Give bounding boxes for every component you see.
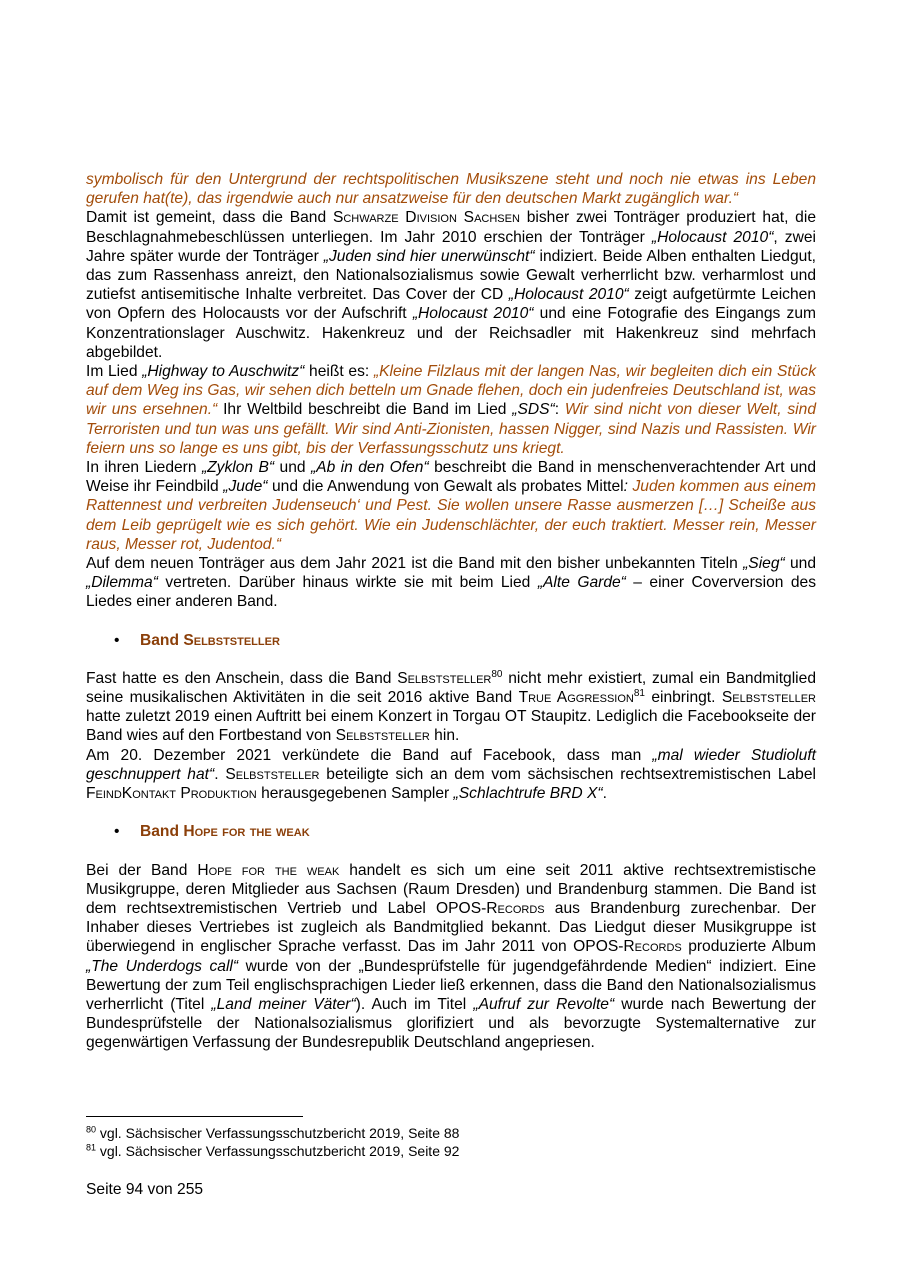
album-title: „Holocaust 2010“ — [651, 228, 774, 246]
text: : — [554, 401, 565, 419]
album-title: „Holocaust 2010“ — [508, 286, 629, 304]
paragraph-hope-for-the-weak — [86, 861, 816, 1053]
quote-text: „Kleine Filzlaus mit der langen Nas, wir begleiten dich ein Stück auf dem Weg ins Gas, wir sehen dich betteln um Gnade flehen, doch ein judenfreies Deutschland ist, was wir uns ersehnen.“ — [86, 363, 816, 419]
album-title: „Holocaust 2010“ — [412, 305, 534, 323]
text: produzierte Album — [681, 938, 816, 956]
text: Auf dem neuen Tonträger aus dem Jahr 2021 ist die Band mit den bisher unbekannten Titeln — [86, 555, 744, 573]
text: ). Auch im Titel — [355, 995, 474, 1013]
text: und eine Fotografie des Eingangs zum Konzentrationslager Auschwitz. Hakenkreuz und der Reichsadler mit Hakenkreuz sind mehrfach abgebildet. — [86, 305, 816, 361]
label-name: OPOS-Records — [436, 899, 545, 917]
text: : — [623, 478, 633, 496]
footnote-ref: 81 — [633, 687, 645, 699]
song-title: „Jude“ — [223, 478, 268, 496]
heading-prefix: Band — [140, 631, 184, 649]
paragraph-highway — [86, 362, 816, 458]
text: handelt es sich um eine seit 2011 aktive rechtsextremistische Musikgruppe, deren Mitglieder aus Sachsen (Raum Dresden) und Brandenburg stammen. Die Band ist dem rechtsextremistischen Vertrieb und Label — [86, 861, 816, 917]
heading-prefix: Band — [140, 823, 184, 841]
band-name: Selbststeller — [721, 689, 817, 707]
album-title: „Juden sind hier unerwünscht“ — [323, 247, 535, 265]
song-title: „Zyklon B“ — [201, 459, 275, 477]
section-heading-selbststeller — [86, 631, 816, 650]
song-title: „Land meiner Väter“ — [211, 995, 356, 1013]
text: herausgegebenen Sampler — [256, 785, 454, 803]
footnote-divider — [86, 1116, 303, 1117]
bullet-icon: • — [114, 823, 120, 841]
text: vertreten. Darüber hinaus wirkte sie mit beim Lied — [157, 574, 538, 592]
heading-band-name: Hope for the weak — [183, 823, 310, 841]
paragraph-zyklon — [86, 458, 816, 554]
label-name: OPOS-Records — [573, 938, 682, 956]
text: Bei der Band — [86, 861, 198, 879]
footnote-text: vgl. Sächsischer Verfassungsschutzbericht 2019, Seite 92 — [96, 1143, 460, 1159]
text: . — [214, 765, 226, 783]
bullet-icon: • — [114, 631, 120, 649]
section-heading-hope-for-the-weak — [86, 822, 816, 841]
label-name: FeindKontakt Produktion — [86, 785, 257, 803]
text: heißt es: — [304, 363, 374, 381]
song-title: „Alte Garde“ — [537, 574, 626, 592]
text: beteiligte sich an dem vom sächsischen rechtsextremistischen Label — [319, 765, 816, 783]
text: Damit ist gemeint, dass die Band — [86, 209, 333, 227]
text: wurde von der „Bundesprüfstelle für jugendgefährdende Medien“ indiziert. Eine Bewertung der zum Teil englischsprachigen Lieder ließ erkennen, dass die Band den Nationalsozialismus verherrlicht (Titel — [86, 957, 816, 1013]
text: Im Lied — [86, 363, 143, 381]
footnote-item — [86, 1124, 816, 1142]
text: Fast hatte es den Anschein, dass die Band — [86, 669, 398, 687]
song-title: „Aufruf zur Revolte“ — [473, 995, 615, 1013]
heading-band-name: Selbststeller — [183, 631, 280, 649]
text: einbringt. — [644, 689, 722, 707]
text: und die Anwendung von Gewalt als probates Mittel — [267, 478, 624, 496]
band-name: Selbststeller — [397, 669, 492, 687]
text: – einer Coverversion des Liedes einer anderen Band. — [86, 574, 816, 611]
paragraph-quote-continuation — [86, 170, 816, 208]
footnote-ref: 80 — [491, 668, 503, 680]
text: und — [274, 459, 311, 477]
text: indiziert. Beide Alben enthalten Liedgut, das zum Rassenhass anreizt, den Nationalsozialismus sowie Gewalt verherrlicht bzw. verharmlost und zutiefst antisemitische Inhalte verbreitet. Das Cover der CD — [86, 247, 816, 304]
page-number: Seite 94 von 255 — [86, 1181, 204, 1198]
text: hin. — [429, 727, 460, 745]
band-name: Selbststeller — [225, 765, 320, 783]
footnote-number: 81 — [86, 1142, 97, 1153]
text: nicht mehr existiert, zumal ein Bandmitglied seine musikalischen Aktivitäten in die seit 2016 aktive Band — [86, 669, 816, 707]
band-name: True Aggression — [518, 689, 634, 707]
footnote-text: vgl. Sächsischer Verfassungsschutzbericht 2019, Seite 88 — [96, 1125, 460, 1141]
text: hatte zuletzt 2019 einen Auftritt bei einem Konzert in Torgau OT Staupitz. Lediglich die Facebookseite der Band wies auf den Fortbestand von — [86, 708, 816, 745]
quote-text: symbolisch für den Untergrund der rechtspolitischen Musikszene steht und noch nie etwas ins Leben gerufen hat(te), das irgendwie auch nur ansatzweise für den deutschen Markt zugänglich war.“ — [86, 171, 816, 208]
text: Am 20. Dezember 2021 verkündete die Band auf Facebook, dass man — [86, 746, 653, 764]
song-title: „Dilemma“ — [86, 574, 158, 592]
text: und — [784, 555, 816, 573]
text: aus Brandenburg zurechenbar. Der Inhaber dieses Vertriebes ist zugleich als Bandmitglied bekannt. Das Liedgut dieser Musikgruppe ist überwiegend in englischer Sprache verfasst. Das im Jahr 2011 von — [86, 899, 816, 956]
song-title: „SDS“ — [512, 401, 555, 419]
quote-text: Wir sind nicht von dieser Welt, sind Terroristen und tun was uns gefällt. Wir sind Anti-Zionisten, hassen Nigger, sind Nazis und Rassisten. Wir feiern uns so lange es uns gibt, bis der Verfassungsschutz uns kriegt. — [86, 401, 816, 457]
paragraph-selbststeller-2 — [86, 746, 816, 804]
text: Ihr Weltbild beschreibt die Band im Lied — [217, 401, 513, 419]
paragraph-schwarze-division — [86, 208, 816, 362]
main-content — [86, 170, 816, 1053]
quote-text: Juden kommen aus einem Rattennest und verbreiten Judenseuch‘ und Pest. Sie wollen unsere Rasse ausmerzen […] Scheiße aus dem Leib geprügelt wie es sich gehört. Wie ein Judenschlächter, der euch traktiert. Messer rein, Messer raus, Messer rot, Judentod.“ — [86, 478, 816, 553]
album-title: „The Underdogs call“ — [86, 957, 239, 975]
text: beschreibt die Band in menschenverachtender Art und Weise ihr Feindbild — [86, 459, 816, 496]
song-title: „Highway to Auschwitz“ — [142, 363, 305, 381]
quote-italic: „mal wieder Studioluft geschnuppert hat“ — [86, 746, 816, 783]
band-name: Selbststeller — [335, 727, 430, 745]
text: bisher zwei Tonträger produziert hat, die Beschlagnahmebeschlüssen unterliegen. Im Jahr 2010 erschien der Tonträger — [86, 209, 816, 246]
paragraph-selbststeller-1 — [86, 669, 816, 746]
album-title: „Schlachtrufe BRD X“ — [453, 785, 603, 803]
footnotes — [86, 1124, 816, 1160]
song-title: „Sieg“ — [743, 555, 785, 573]
song-title: „Ab in den Ofen“ — [310, 459, 429, 477]
text: wurde nach Bewertung der Bundesprüfstelle der Nationalsozialismus glorifiziert und als bevorzugte Systemalternative zur gegenwärtigen Verfassung der Bundesrepublik Deutschland angepriesen. — [86, 995, 816, 1052]
text: , zwei Jahre später wurde der Tonträger — [86, 228, 816, 265]
text: In ihren Liedern — [86, 459, 202, 477]
footnote-item — [86, 1142, 816, 1160]
paragraph-2021-release — [86, 554, 816, 612]
band-name: Hope for the weak — [197, 861, 340, 879]
footnote-number: 80 — [86, 1124, 97, 1135]
text: zeigt aufgetürmte Leichen von Opfern des Holocausts vor der Aufschrift — [86, 286, 816, 323]
band-name: Schwarze Division Sachsen — [332, 209, 520, 227]
text: . — [602, 785, 607, 803]
